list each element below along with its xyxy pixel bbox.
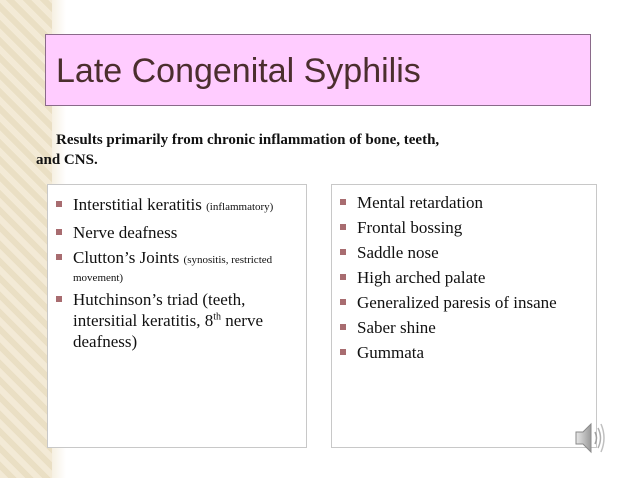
bullet-icon [340, 274, 346, 280]
list-item [332, 242, 596, 263]
item-text: nerve [221, 311, 264, 330]
item-text: Saber shine [357, 318, 436, 337]
item-note: (synositis, restricted [183, 254, 273, 266]
item-text: intersitial keratitis, 8 [73, 311, 214, 330]
speaker-icon[interactable] [574, 418, 606, 458]
bullet-icon [340, 299, 346, 305]
superscript: th [213, 311, 221, 323]
bullet-icon [56, 229, 62, 235]
item-text: Nerve deafness [73, 223, 178, 242]
bullet-icon [56, 254, 62, 260]
item-text: Mental retardation [357, 193, 484, 212]
subtitle-line-2: and CNS. [36, 152, 98, 168]
list-item [48, 194, 306, 218]
list-item [332, 292, 596, 313]
left-column [47, 184, 307, 448]
subtitle-line-1: Results primarily from chronic inflammation of bone, teeth, [56, 132, 440, 148]
item-text: Generalized paresis of insane [357, 293, 557, 312]
item-text: Gummata [357, 343, 425, 362]
bullet-icon [56, 296, 62, 302]
list-item [332, 267, 596, 288]
item-text: Interstitial keratitis [73, 195, 202, 214]
list-item [332, 342, 596, 363]
list-item [48, 247, 306, 285]
bullet-icon [340, 224, 346, 230]
bullet-icon [340, 199, 346, 205]
item-text: Clutton’s Joints [73, 248, 180, 267]
item-note: (inflammatory) [206, 201, 274, 213]
bullet-icon [340, 349, 346, 355]
item-text: deafness) [73, 332, 138, 351]
right-column [331, 184, 597, 448]
item-note-continued: movement) [73, 272, 124, 284]
list-item [332, 192, 596, 213]
item-text: Hutchinson’s triad (teeth, [73, 290, 246, 309]
slide-title: Late Congenital Syphilis [56, 52, 421, 90]
item-text: Saddle nose [357, 243, 439, 262]
item-text: High arched palate [357, 268, 486, 287]
bullet-icon [340, 249, 346, 255]
list-item [48, 222, 306, 243]
bullet-icon [56, 201, 62, 207]
left-bullet-list [48, 185, 306, 352]
list-item [332, 217, 596, 238]
bullet-icon [340, 324, 346, 330]
slide-subtitle [36, 130, 556, 170]
right-bullet-list [332, 185, 596, 363]
item-text: Frontal bossing [357, 218, 463, 237]
list-item [332, 317, 596, 338]
list-item [48, 289, 306, 352]
